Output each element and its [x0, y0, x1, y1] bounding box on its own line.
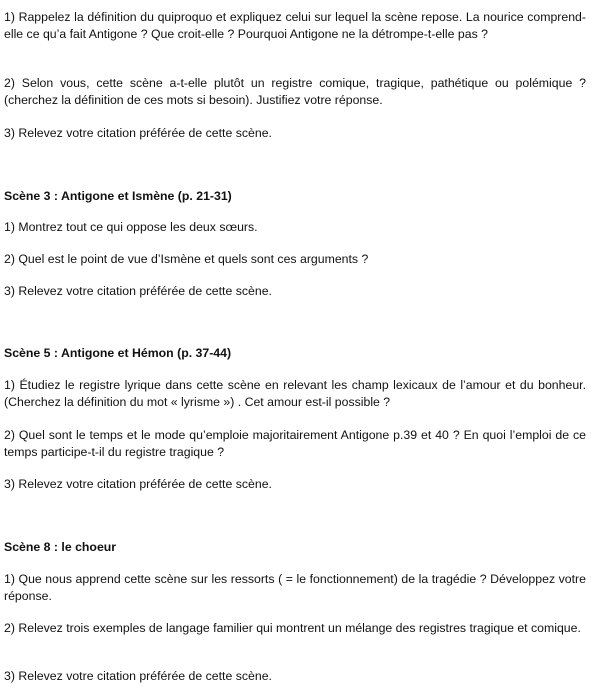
scene-5-question-2: 2) Quel sont le temps et le mode qu’emploie majoritairement Antigone p.39 et 40 ? En quoi l’emploi de ce temps participe-t-il du registre tragique ? [4, 428, 586, 459]
scene-8-question-3: 3) Relevez votre citation préférée de cette scène. [4, 669, 272, 683]
intro-question-2: 2) Selon vous, cette scène a-t-elle plutôt un registre comique, tragique, pathétique ou polémique ? (cherchez la définition de ces mots si besoin). Justifiez votre réponse. [4, 76, 586, 107]
scene-8-question-2: 2) Relevez trois exemples de langage familier qui montrent un mélange des registres tragique et comique. [4, 621, 581, 635]
scene-8-question-1: 1) Que nous apprend cette scène sur les ressorts ( = le fonctionnement) de la tragédie ? Développez votre réponse. [4, 572, 586, 603]
scene-5-question-1: 1) Étudiez le registre lyrique dans cette scène en relevant les champ lexicaux de l’amour et du bonheur. (Cherchez la définition du mot « lyrisme ») . Cet amour est-il possible ? [4, 378, 586, 409]
scene-5-question-3: 3) Relevez votre citation préférée de cette scène. [4, 477, 272, 491]
intro-question-3: 3) Relevez votre citation préférée de cette scène. [4, 126, 272, 140]
section-heading-scene-8: Scène 8 : le choeur [4, 540, 117, 554]
scene-3-question-2: 2) Quel est le point de vue d’Ismène et quels sont ces arguments ? [4, 252, 369, 266]
section-heading-scene-5: Scène 5 : Antigone et Hémon (p. 37-44) [4, 346, 232, 360]
scene-3-question-3: 3) Relevez votre citation préférée de cette scène. [4, 284, 272, 298]
scene-3-question-1: 1) Montrez tout ce qui oppose les deux sœurs. [4, 220, 258, 234]
section-heading-scene-3: Scène 3 : Antigone et Ismène (p. 21-31) [4, 189, 232, 203]
intro-question-1: 1) Rappelez la définition du quiproquo et expliquez celui sur lequel la scène repose. La nourice comprend-elle ce qu’a fait Antigone ? Que croit-elle ? Pourquoi Antigone ne la détrompe-t-elle pas ? [4, 10, 586, 41]
